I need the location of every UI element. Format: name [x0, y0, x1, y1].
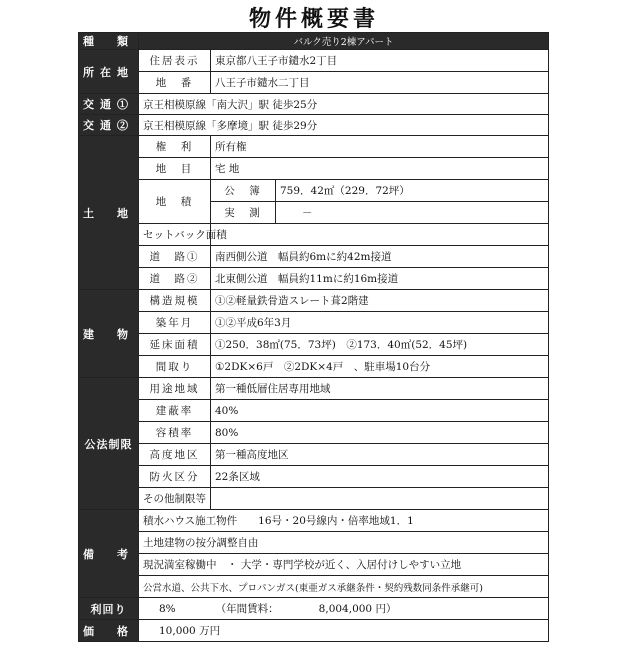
structure-row: [79, 290, 549, 312]
registered-area-row: [79, 180, 549, 202]
road2-label: 道 路②: [139, 268, 211, 290]
registered-label: 公 簿: [211, 180, 276, 202]
zone-row: [79, 378, 549, 400]
regulation-label: 公法制限: [79, 378, 139, 510]
traffic2-value: 京王相模原線「多摩境」駅 徒歩29分: [139, 115, 549, 136]
yield-label: 利回り: [79, 598, 139, 620]
remarks-line-1: 積水ハウス施工物件 16号・20号線内・倍率地域1．1: [139, 510, 549, 532]
remarks-label: 備 考: [79, 510, 139, 598]
lot-row: [79, 72, 549, 94]
measured-label: 実 測: [211, 202, 276, 224]
kind-value: バルク売り2棟アパート: [139, 33, 549, 50]
setback-row: [79, 224, 549, 246]
yield-row: [79, 598, 549, 620]
lot-label: 地 番: [139, 72, 211, 94]
address-label: 住居表示: [139, 50, 211, 72]
traffic1-row: [79, 94, 549, 115]
structure-label: 構造規模: [139, 290, 211, 312]
other-restrictions-row: [79, 488, 549, 510]
floor-area-row: [79, 334, 549, 356]
road1-label: 道 路①: [139, 246, 211, 268]
remarks-row-3: [79, 554, 549, 576]
remarks-row-2: [79, 532, 549, 554]
far-row: [79, 422, 549, 444]
location-label: 所在地: [79, 50, 139, 94]
built-value: ①②平成6年3月: [211, 312, 549, 334]
floor-area-value: ①250．38㎡(75．73坪) ②173．40㎡(52．45坪): [211, 334, 549, 356]
built-row: [79, 312, 549, 334]
category-row: [79, 158, 549, 180]
remarks-line-4: 公営水道、公共下水、プロパンガス(東亜ガス承継条件・契約残数同条件承継可): [139, 576, 549, 598]
traffic2-label: 交通②: [79, 115, 139, 136]
annual-rent-value: 8,004,000 円）: [318, 603, 397, 615]
bcr-row: [79, 400, 549, 422]
remarks-line-2: 土地建物の按分調整自由: [139, 532, 549, 554]
category-label: 地 目: [139, 158, 211, 180]
lot-value: 八王子市鑓水二丁目: [211, 72, 549, 94]
remarks-row-1: [79, 510, 549, 532]
fire-row: [79, 466, 549, 488]
zone-label: 用途地域: [139, 378, 211, 400]
layout-row: [79, 356, 549, 378]
remarks-line-3: 現況満室稼働中 ・ 大学・専門学校が近く、入居付けしやすい立地: [139, 554, 549, 576]
address-row: [79, 50, 549, 72]
fire-value: 22条区域: [211, 466, 549, 488]
setback-label: セットバック面積: [139, 224, 211, 246]
far-label: 容積率: [139, 422, 211, 444]
remarks-row-4: [79, 576, 549, 598]
floor-area-label: 延床面積: [139, 334, 211, 356]
road1-value: 南西側公道 幅員約6mに約42m接道: [211, 246, 549, 268]
category-value: 宅 地: [211, 158, 549, 180]
height-row: [79, 444, 549, 466]
built-label: 築年月: [139, 312, 211, 334]
structure-value: ①②軽量鉄骨造スレート葺2階建: [211, 290, 549, 312]
traffic1-value: 京王相模原線「南大沢」駅 徒歩25分: [139, 94, 549, 115]
layout-label: 間取り: [139, 356, 211, 378]
fire-label: 防火区分: [139, 466, 211, 488]
price-row: [79, 620, 549, 642]
measured-value: －: [276, 202, 549, 224]
land-label: 土 地: [79, 136, 139, 290]
zone-value: 第一種低層住居専用地域: [211, 378, 549, 400]
address-value: 東京都八王子市鑓水2丁目: [211, 50, 549, 72]
far-value: 80%: [211, 422, 549, 444]
bcr-value: 40%: [211, 400, 549, 422]
road2-row: [79, 268, 549, 290]
traffic2-row: [79, 115, 549, 136]
price-label: 価 格: [79, 620, 139, 642]
rights-value: 所有権: [211, 136, 549, 158]
kind-label: 種 類: [79, 33, 139, 50]
yield-value: 8%: [159, 603, 176, 615]
price-value: 10,000 万円: [139, 620, 549, 642]
rights-row: [79, 136, 549, 158]
yield-value-cell: [139, 598, 549, 620]
building-label: 建 物: [79, 290, 139, 378]
layout-value: ①2DK×6戸 ②2DK×4戸 、駐車場10台分: [211, 356, 549, 378]
height-value: 第一種高度地区: [211, 444, 549, 466]
annual-rent-label: （年間賃料：: [215, 603, 279, 615]
other-restrictions-label: その他制限等: [139, 488, 211, 510]
setback-value: [211, 224, 549, 246]
area-label: 地 積: [139, 180, 211, 224]
road2-value: 北東側公道 幅員約11mに約16m接道: [211, 268, 549, 290]
rights-label: 権 利: [139, 136, 211, 158]
registered-value: 759．42㎡（229．72坪）: [276, 180, 549, 202]
road1-row: [79, 246, 549, 268]
height-label: 高度地区: [139, 444, 211, 466]
page-title: 物件概要書: [248, 6, 379, 32]
traffic1-label: 交通①: [79, 94, 139, 115]
kind-row: [79, 33, 549, 50]
bcr-label: 建蔽率: [139, 400, 211, 422]
property-summary-table: [78, 32, 549, 642]
other-restrictions-value: [211, 488, 549, 510]
